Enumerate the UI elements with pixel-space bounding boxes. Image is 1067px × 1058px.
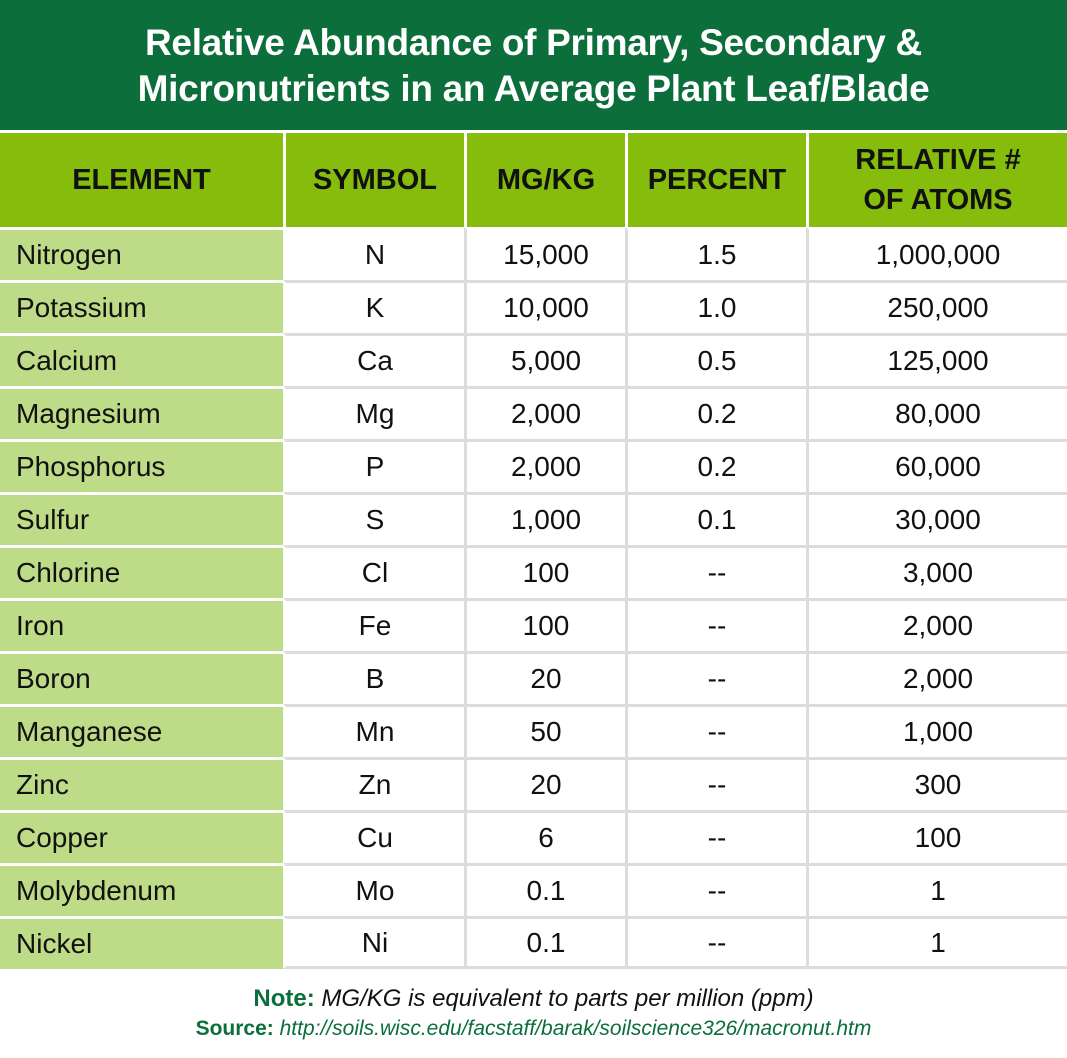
table-row bbox=[0, 757, 1067, 810]
atoms-cell: 1,000 bbox=[806, 704, 1067, 757]
atoms-cell: 250,000 bbox=[806, 280, 1067, 333]
symbol-cell: S bbox=[283, 492, 464, 545]
source-link[interactable]: http://soils.wisc.edu/facstaff/barak/soilscience326/macronut.htm bbox=[273, 1017, 872, 1040]
table-row bbox=[0, 863, 1067, 916]
header-percent: PERCENT bbox=[625, 133, 806, 227]
percent-cell: 1.0 bbox=[625, 280, 806, 333]
element-cell: Zinc bbox=[0, 757, 283, 810]
mgkg-cell: 0.1 bbox=[464, 916, 625, 969]
atoms-cell: 30,000 bbox=[806, 492, 1067, 545]
mgkg-cell: 15,000 bbox=[464, 227, 625, 280]
header-row bbox=[0, 133, 1067, 227]
mgkg-cell: 20 bbox=[464, 757, 625, 810]
table-row bbox=[0, 598, 1067, 651]
atoms-cell: 300 bbox=[806, 757, 1067, 810]
atoms-cell: 3,000 bbox=[806, 545, 1067, 598]
element-cell: Boron bbox=[0, 651, 283, 704]
mgkg-cell: 2,000 bbox=[464, 439, 625, 492]
element-cell: Molybdenum bbox=[0, 863, 283, 916]
element-cell: Chlorine bbox=[0, 545, 283, 598]
source-label: Source: bbox=[195, 1017, 274, 1040]
header-relative-line1: RELATIVE # bbox=[855, 144, 1021, 176]
element-cell: Magnesium bbox=[0, 386, 283, 439]
atoms-cell: 80,000 bbox=[806, 386, 1067, 439]
percent-cell: -- bbox=[625, 757, 806, 810]
element-cell: Nickel bbox=[0, 916, 283, 969]
mgkg-cell: 2,000 bbox=[464, 386, 625, 439]
table-row bbox=[0, 810, 1067, 863]
percent-cell: -- bbox=[625, 598, 806, 651]
symbol-cell: K bbox=[283, 280, 464, 333]
element-cell: Calcium bbox=[0, 333, 283, 386]
symbol-cell: Mg bbox=[283, 386, 464, 439]
element-cell: Potassium bbox=[0, 280, 283, 333]
title-line-1: Relative Abundance of Primary, Secondary & bbox=[145, 22, 922, 63]
table-body bbox=[0, 227, 1067, 969]
mgkg-cell: 10,000 bbox=[464, 280, 625, 333]
element-cell: Manganese bbox=[0, 704, 283, 757]
footer-notes bbox=[0, 983, 1067, 1043]
symbol-cell: Cu bbox=[283, 810, 464, 863]
atoms-cell: 1 bbox=[806, 916, 1067, 969]
title-banner bbox=[0, 0, 1067, 130]
atoms-cell: 100 bbox=[806, 810, 1067, 863]
symbol-cell: P bbox=[283, 439, 464, 492]
element-cell: Sulfur bbox=[0, 492, 283, 545]
mgkg-cell: 0.1 bbox=[464, 863, 625, 916]
symbol-cell: Ni bbox=[283, 916, 464, 969]
table-row bbox=[0, 333, 1067, 386]
mgkg-cell: 20 bbox=[464, 651, 625, 704]
mgkg-cell: 100 bbox=[464, 545, 625, 598]
header-relative-atoms bbox=[806, 133, 1067, 227]
table-row bbox=[0, 651, 1067, 704]
title-line-2: Micronutrients in an Average Plant Leaf/Blade bbox=[137, 68, 930, 109]
table-row bbox=[0, 916, 1067, 969]
percent-cell: 0.2 bbox=[625, 386, 806, 439]
symbol-cell: Mn bbox=[283, 704, 464, 757]
table-row bbox=[0, 227, 1067, 280]
table-row bbox=[0, 280, 1067, 333]
source-line bbox=[0, 1015, 1067, 1043]
percent-cell: 0.1 bbox=[625, 492, 806, 545]
atoms-cell: 1,000,000 bbox=[806, 227, 1067, 280]
percent-cell: 1.5 bbox=[625, 227, 806, 280]
symbol-cell: Fe bbox=[283, 598, 464, 651]
element-cell: Copper bbox=[0, 810, 283, 863]
table-row bbox=[0, 386, 1067, 439]
atoms-cell: 125,000 bbox=[806, 333, 1067, 386]
note-line bbox=[0, 983, 1067, 1015]
percent-cell: 0.5 bbox=[625, 333, 806, 386]
atoms-cell: 60,000 bbox=[806, 439, 1067, 492]
symbol-cell: Cl bbox=[283, 545, 464, 598]
percent-cell: -- bbox=[625, 863, 806, 916]
table-header bbox=[0, 133, 1067, 227]
mgkg-cell: 100 bbox=[464, 598, 625, 651]
percent-cell: -- bbox=[625, 545, 806, 598]
symbol-cell: B bbox=[283, 651, 464, 704]
mgkg-cell: 1,000 bbox=[464, 492, 625, 545]
mgkg-cell: 50 bbox=[464, 704, 625, 757]
percent-cell: -- bbox=[625, 916, 806, 969]
table-row bbox=[0, 545, 1067, 598]
symbol-cell: N bbox=[283, 227, 464, 280]
element-cell: Iron bbox=[0, 598, 283, 651]
symbol-cell: Zn bbox=[283, 757, 464, 810]
percent-cell: 0.2 bbox=[625, 439, 806, 492]
header-mgkg: MG/KG bbox=[464, 133, 625, 227]
percent-cell: -- bbox=[625, 810, 806, 863]
header-symbol: SYMBOL bbox=[283, 133, 464, 227]
header-relative-line2: OF ATOMS bbox=[863, 184, 1013, 216]
atoms-cell: 2,000 bbox=[806, 651, 1067, 704]
symbol-cell: Mo bbox=[283, 863, 464, 916]
percent-cell: -- bbox=[625, 651, 806, 704]
percent-cell: -- bbox=[625, 704, 806, 757]
mgkg-cell: 6 bbox=[464, 810, 625, 863]
element-cell: Nitrogen bbox=[0, 227, 283, 280]
note-text: MG/KG is equivalent to parts per million (ppm) bbox=[314, 985, 814, 1012]
table-row bbox=[0, 704, 1067, 757]
symbol-cell: Ca bbox=[283, 333, 464, 386]
mgkg-cell: 5,000 bbox=[464, 333, 625, 386]
table-row bbox=[0, 439, 1067, 492]
nutrient-table bbox=[0, 133, 1067, 969]
header-element: ELEMENT bbox=[0, 133, 283, 227]
element-cell: Phosphorus bbox=[0, 439, 283, 492]
table-row bbox=[0, 492, 1067, 545]
atoms-cell: 1 bbox=[806, 863, 1067, 916]
atoms-cell: 2,000 bbox=[806, 598, 1067, 651]
note-label: Note: bbox=[253, 985, 315, 1012]
